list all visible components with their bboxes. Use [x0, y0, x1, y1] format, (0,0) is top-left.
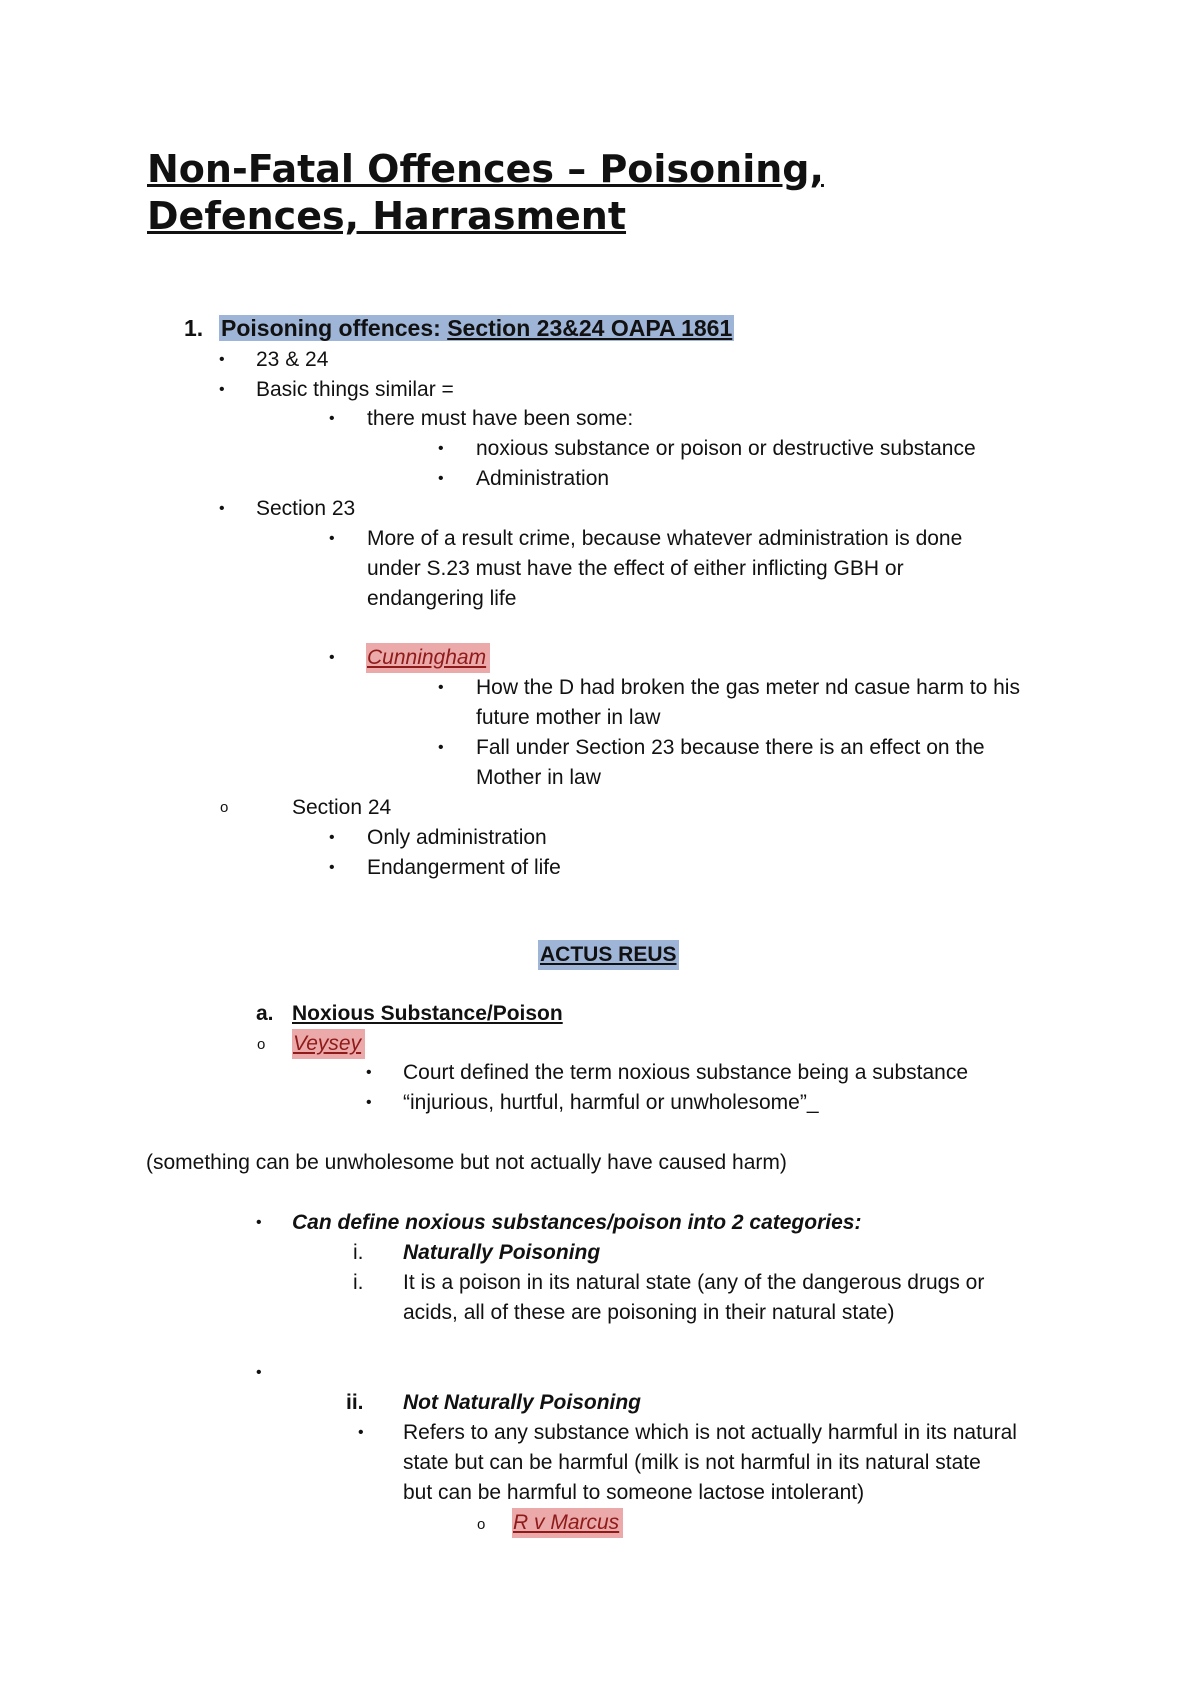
case-name-cunningham[interactable]: Cunningham — [366, 643, 490, 673]
bullet-glyph: • — [366, 1094, 372, 1111]
list-item-line: How the D had broken the gas meter nd casue harm to his — [476, 676, 1020, 699]
bullet-glyph: • — [438, 470, 444, 487]
subsection-heading: Noxious Substance/Poison — [292, 1002, 563, 1025]
page-title-line-2: Defences, Harrasment — [147, 194, 627, 238]
bullet-glyph: • — [366, 1064, 372, 1081]
bullet-glyph: • — [329, 859, 335, 876]
bullet-glyph: • — [256, 1364, 262, 1381]
list-item: there must have been some: — [367, 407, 634, 430]
list-item: Endangerment of life — [367, 856, 561, 879]
bullet-glyph: • — [219, 381, 225, 398]
note-paragraph: (something can be unwholesome but not actually have caused harm) — [146, 1151, 787, 1174]
list-item-line: future mother in law — [476, 706, 661, 729]
bullet-glyph: • — [438, 739, 444, 756]
list-item: Only administration — [367, 826, 547, 849]
list-item: 23 & 24 — [256, 348, 329, 371]
bullet-glyph: • — [358, 1424, 364, 1441]
list-item-line: state but can be harmful (milk is not harmful in its natural state — [403, 1451, 981, 1474]
case-name-veysey[interactable]: Veysey — [292, 1029, 365, 1059]
list-item-line: Fall under Section 23 because there is an effect on the — [476, 736, 985, 759]
circle-bullet-glyph: o — [477, 1516, 486, 1533]
list-item-line: More of a result crime, because whatever administration is done — [367, 527, 963, 550]
actus-reus-heading: ACTUS REUS — [538, 940, 679, 970]
list-item-line: under S.23 must have the effect of either inflicting GBH or — [367, 557, 904, 580]
bullet-glyph: • — [329, 410, 335, 427]
bullet-glyph: • — [438, 679, 444, 696]
list-item — [403, 1088, 819, 1118]
list-item: Administration — [476, 467, 610, 490]
trailing-mark: _ — [806, 1091, 819, 1114]
list-item: Basic things similar = — [256, 378, 454, 401]
list-item-line: endangering life — [367, 587, 517, 610]
quote-text: “injurious, hurtful, harmful or unwholesome” — [403, 1091, 807, 1114]
categories-heading: Can define noxious substances/poison into 2 categories: — [292, 1211, 862, 1234]
section-heading-label: Poisoning offences: — [221, 315, 448, 341]
bullet-glyph: • — [256, 1214, 262, 1231]
list-item: Court defined the term noxious substance being a substance — [403, 1061, 969, 1084]
list-item-line: It is a poison in its natural state (any of the dangerous drugs or — [403, 1271, 985, 1294]
list-item: Section 23 — [256, 497, 356, 520]
statute-link[interactable]: Section 23&24 OAPA 1861 — [447, 315, 733, 341]
list-item: noxious substance or poison or destructive substance — [476, 437, 976, 460]
bullet-glyph: • — [219, 500, 225, 517]
page-title-line-1: Non-Fatal Offences – Poisoning, — [147, 147, 824, 191]
roman-marker: ii. — [346, 1391, 364, 1414]
bullet-glyph: • — [329, 530, 335, 547]
list-item-line: acids, all of these are poisoning in their natural state) — [403, 1301, 895, 1324]
section-heading — [219, 313, 734, 343]
category-label: Not Naturally Poisoning — [403, 1391, 642, 1414]
bullet-glyph: • — [438, 440, 444, 457]
bullet-glyph: • — [329, 649, 335, 666]
category-label: Naturally Poisoning — [403, 1241, 601, 1264]
list-item-line: Mother in law — [476, 766, 601, 789]
section-number: 1. — [184, 315, 204, 341]
case-name-r-v-marcus[interactable]: R v Marcus — [512, 1508, 623, 1538]
subsection-marker: a. — [256, 1002, 274, 1025]
roman-marker: i. — [353, 1241, 364, 1264]
circle-bullet-glyph: o — [257, 1036, 266, 1053]
list-item-line: Refers to any substance which is not actually harmful in its natural — [403, 1421, 1017, 1444]
list-item-line: but can be harmful to someone lactose intolerant) — [403, 1481, 865, 1504]
roman-marker: i. — [353, 1271, 364, 1294]
circle-bullet-glyph: o — [220, 799, 229, 816]
bullet-glyph: • — [329, 829, 335, 846]
list-item: Section 24 — [292, 796, 392, 819]
bullet-glyph: • — [219, 351, 225, 368]
